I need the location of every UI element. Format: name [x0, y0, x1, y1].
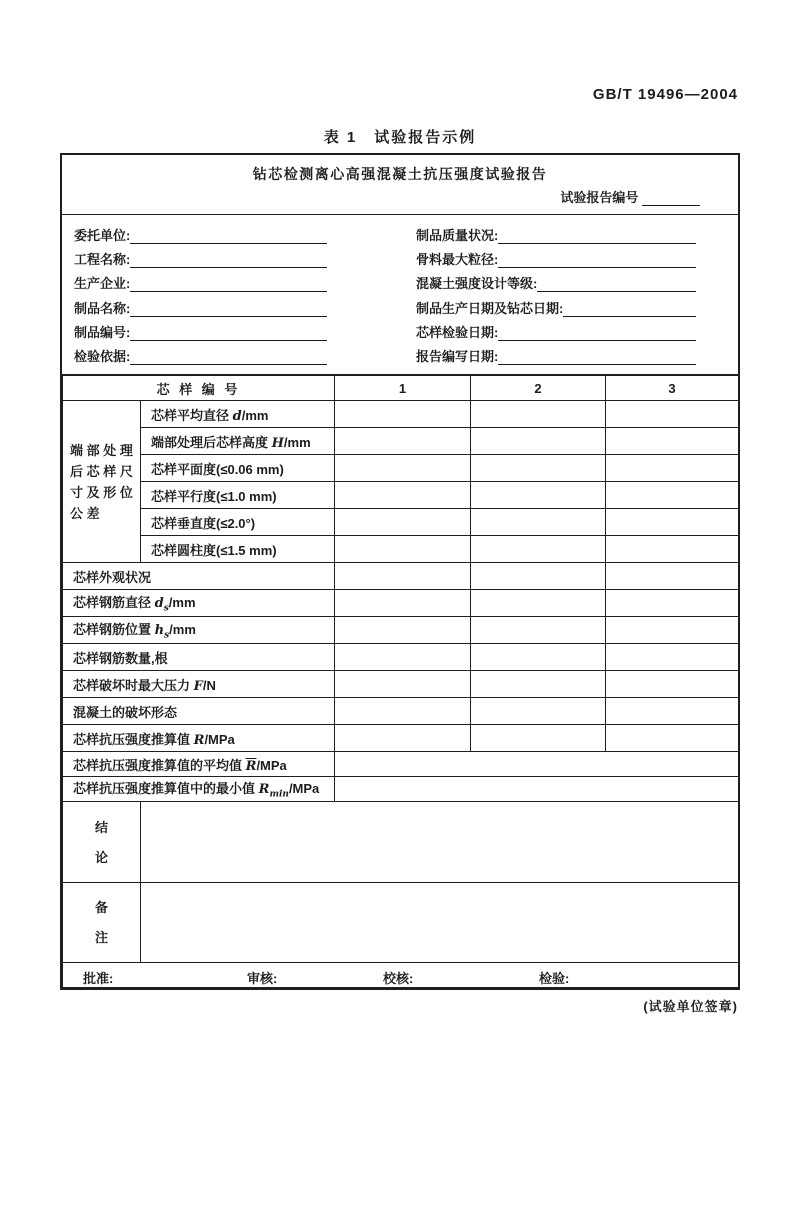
- measurement-row: [63, 698, 739, 725]
- measurement-row: [63, 563, 739, 590]
- variable-symbol: F: [193, 678, 203, 694]
- value-cell: [335, 455, 471, 482]
- value-cell: [606, 617, 739, 644]
- field-blank: [130, 229, 327, 244]
- measurement-row: [63, 671, 739, 698]
- row-label: 芯样钢筋数量,根: [63, 644, 335, 671]
- field-blank: [563, 302, 696, 317]
- value-cell: [335, 428, 471, 455]
- report-title: 钻芯检测离心高强混凝土抗压强度试验报告: [252, 166, 548, 182]
- field-label: 生产企业:: [74, 276, 131, 292]
- variable-subscript: s: [163, 603, 169, 614]
- core-id-header-label: 芯 样 编 号: [63, 376, 335, 401]
- value-cell: [606, 671, 739, 698]
- tolerance-row: [63, 455, 739, 482]
- value-cell: [606, 536, 739, 563]
- summary-row: [63, 777, 739, 802]
- field-blank: [498, 350, 696, 365]
- field-blank: [130, 253, 327, 268]
- table-caption: 表 1 试验报告示例: [323, 129, 477, 146]
- value-cell: [335, 401, 471, 428]
- field-label: 报告编写日期:: [416, 348, 499, 364]
- field-label: 芯样检验日期:: [416, 324, 499, 340]
- field-row: [74, 248, 327, 268]
- measurement-row: [63, 644, 739, 671]
- value-cell: [606, 482, 739, 509]
- field-row: [74, 297, 327, 317]
- field-row: [74, 345, 327, 365]
- value-cell: [606, 401, 739, 428]
- value-cell: [335, 617, 471, 644]
- field-row: [74, 272, 327, 292]
- field-blank: [537, 277, 696, 292]
- row-label: 芯样抗压强度推算值中的最小值 $R_{min}$/MPa: [63, 777, 335, 802]
- value-cell: [606, 563, 739, 590]
- measurement-row: [63, 617, 739, 644]
- row-label: 芯样钢筋位置 $h_s/mm$: [63, 617, 335, 644]
- field-blank: [498, 326, 696, 341]
- value-cell: [335, 509, 471, 536]
- standard-code: GB/T 19496—2004: [592, 86, 738, 103]
- field-blank: [498, 229, 696, 244]
- value-cell: [471, 725, 606, 752]
- variable-symbol: R: [193, 732, 205, 748]
- tolerance-row: [63, 509, 739, 536]
- field-row: [416, 272, 696, 292]
- conclusion-cell-row: [63, 802, 739, 883]
- row-label: 芯样钢筋直径 $d_s/mm$: [63, 590, 335, 617]
- remarks-cell: [141, 883, 739, 963]
- field-blank: [130, 350, 327, 365]
- summary-row: [63, 752, 739, 777]
- field-row: [416, 297, 696, 317]
- value-cell: [606, 698, 739, 725]
- row-label: 芯样平行度(≤1.0 mm): [141, 482, 335, 509]
- report-form: [60, 153, 740, 990]
- value-cell: [606, 644, 739, 671]
- core-column-header: 2: [471, 376, 606, 401]
- tolerance-row: [63, 401, 739, 428]
- field-row: [416, 345, 696, 365]
- value-cell: [471, 563, 606, 590]
- value-cell-merged: [335, 777, 739, 802]
- tolerance-group-label: 端 部 处 理 后 芯 样 尺 寸 及 形 位 公 差: [63, 401, 141, 563]
- variable-symbol: h: [154, 623, 165, 639]
- row-label: 芯样外观状况: [63, 563, 335, 590]
- value-cell: [606, 590, 739, 617]
- value-cell: [471, 644, 606, 671]
- variable-symbol: R: [258, 782, 270, 798]
- field-label: 制品质量状况:: [416, 228, 499, 243]
- value-cell: [471, 617, 606, 644]
- core-column-header: 1: [335, 376, 471, 401]
- value-cell: [606, 725, 739, 752]
- measurement-row: [63, 590, 739, 617]
- variable-symbol: d: [232, 408, 242, 424]
- conclusion-cell: [141, 802, 739, 883]
- tolerance-row: [63, 428, 739, 455]
- remarks-cell-row: [63, 883, 739, 963]
- approval-label: 检验:: [539, 971, 570, 986]
- field-row: [416, 224, 696, 244]
- value-cell: [471, 536, 606, 563]
- field-label: 委托单位:: [74, 228, 131, 243]
- tolerance-row: [63, 536, 739, 563]
- report-number-label: 试验报告编号: [560, 190, 639, 205]
- variable-symbol: H: [271, 435, 284, 451]
- field-label: 制品名称:: [74, 300, 131, 316]
- report-number-blank: [642, 192, 700, 206]
- stamp-note: (试验单位签章): [643, 999, 738, 1014]
- value-cell: [471, 482, 606, 509]
- value-cell: [335, 482, 471, 509]
- field-label: 制品生产日期及钻芯日期:: [416, 300, 564, 316]
- core-id-header-row: [63, 376, 739, 401]
- fields-column-left: [74, 224, 327, 365]
- field-blank: [498, 253, 696, 268]
- field-label: 混凝土强度设计等级:: [416, 276, 538, 292]
- row-label: 芯样抗压强度推算值的平均值 $\overline{R}$/MPa: [63, 752, 335, 777]
- value-cell: [471, 698, 606, 725]
- field-label: 检验依据:: [74, 348, 131, 364]
- header-fields-block: [62, 215, 738, 375]
- field-blank: [130, 302, 327, 317]
- row-label: 混凝土的破坏形态: [63, 698, 335, 725]
- value-cell: [471, 590, 606, 617]
- value-cell: [606, 455, 739, 482]
- value-cell: [471, 671, 606, 698]
- value-cell: [335, 536, 471, 563]
- measurement-table: [62, 375, 739, 988]
- field-row: [74, 321, 327, 341]
- row-label: 芯样垂直度(≤2.0°): [141, 509, 335, 536]
- value-cell: [335, 563, 471, 590]
- value-cell: [606, 428, 739, 455]
- row-label: 芯样破坏时最大压力 F/N: [63, 671, 335, 698]
- row-label: 芯样圆柱度(≤1.5 mm): [141, 536, 335, 563]
- row-label: 芯样抗压强度推算值 R/MPa: [63, 725, 335, 752]
- value-cell: [471, 428, 606, 455]
- value-cell: [606, 509, 739, 536]
- field-blank: [130, 326, 327, 341]
- fields-column-right: [416, 224, 696, 365]
- variable-symbol: d: [154, 596, 164, 612]
- row-label: 端部处理后芯样高度 H/mm: [141, 428, 335, 455]
- value-cell: [335, 725, 471, 752]
- approval-row: [63, 963, 739, 988]
- core-column-header: 3: [606, 376, 739, 401]
- field-label: 骨料最大粒径:: [416, 252, 499, 268]
- field-row: [74, 224, 327, 244]
- report-number-row: [560, 187, 700, 206]
- approval-label: 批准:: [83, 971, 114, 986]
- conclusion-label: 结 论: [63, 802, 141, 883]
- variable-subscript: s: [164, 630, 170, 641]
- field-blank: [130, 277, 327, 292]
- approval-label: 审核:: [247, 971, 278, 986]
- value-cell: [471, 455, 606, 482]
- value-cell: [335, 698, 471, 725]
- tolerance-row: [63, 482, 739, 509]
- variable-symbol-overline: $\overline{R}$: [245, 758, 257, 774]
- measurement-row: [63, 725, 739, 752]
- remarks-label: 备 注: [63, 883, 141, 963]
- field-label: 工程名称:: [74, 252, 131, 268]
- field-row: [416, 321, 696, 341]
- row-label: 芯样平面度(≤0.06 mm): [141, 455, 335, 482]
- approval-label: 校核:: [383, 971, 414, 986]
- field-row: [416, 248, 696, 268]
- value-cell-merged: [335, 752, 739, 777]
- value-cell: [335, 590, 471, 617]
- variable-subscript: min: [269, 789, 289, 800]
- report-title-block: [62, 155, 738, 215]
- value-cell: [335, 644, 471, 671]
- field-label: 制品编号:: [74, 324, 131, 340]
- value-cell: [335, 671, 471, 698]
- value-cell: [471, 509, 606, 536]
- row-label: 芯样平均直径 d/mm: [141, 401, 335, 428]
- value-cell: [471, 401, 606, 428]
